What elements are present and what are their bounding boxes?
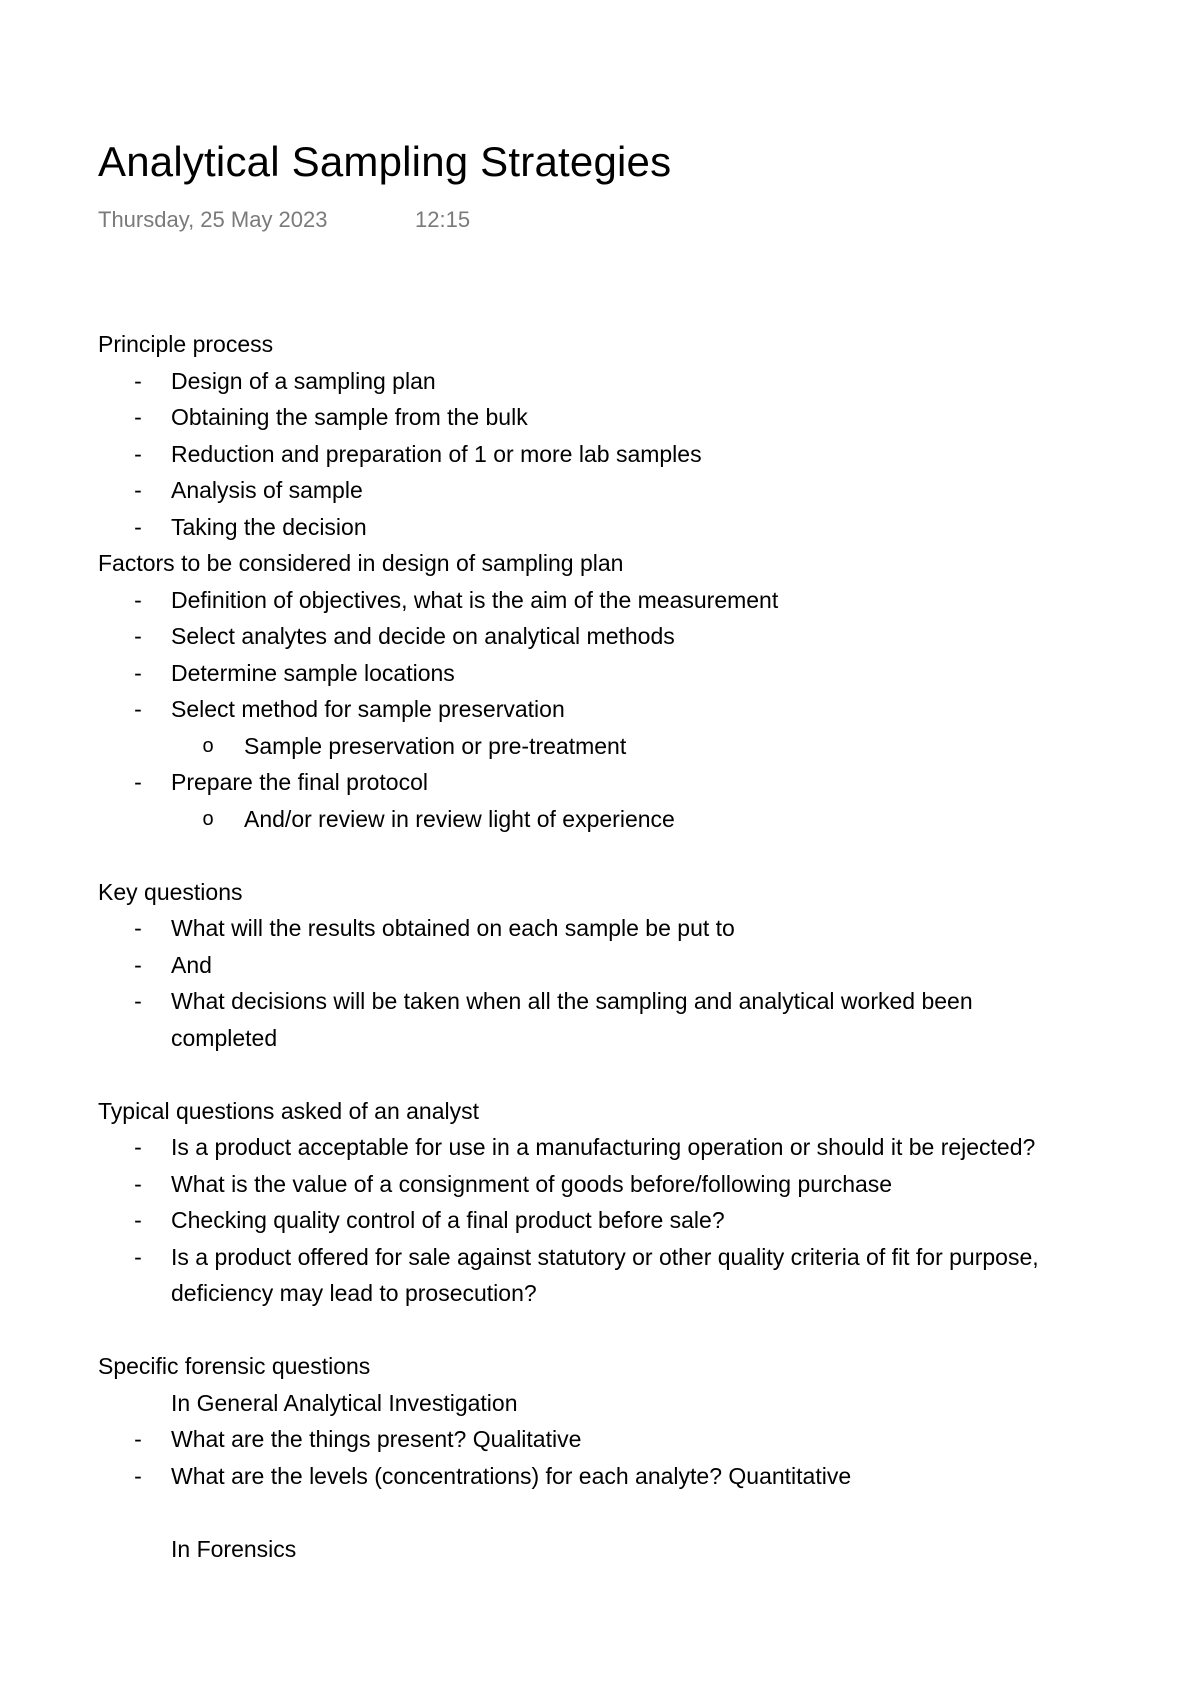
dash-bullet-icon: -: [134, 367, 142, 394]
list-item: [98, 910, 1098, 947]
dash-bullet-icon: -: [134, 696, 142, 722]
list-item-text: What decisions will be taken when all the sampling and analytical worked been completed: [171, 988, 973, 1051]
sub-list-item: [98, 728, 1098, 765]
page-title: Analytical Sampling Strategies: [98, 138, 672, 185]
list-item: [98, 582, 1098, 619]
list-item: [98, 1202, 1098, 1239]
list-item-text: What are the things present? Qualitative: [171, 1426, 582, 1452]
key-questions-list: [98, 910, 1098, 1056]
dash-bullet-icon: -: [134, 988, 142, 1014]
list-item: [98, 764, 1098, 801]
sub-list-item-text: And/or review in review light of experience: [244, 805, 675, 832]
list-item-text: And: [171, 951, 212, 978]
list-item: [98, 1166, 1098, 1203]
list-item: [98, 618, 1098, 655]
dash-bullet-icon: -: [134, 1462, 142, 1489]
list-item-text: Definition of objectives, what is the aim of the measurement: [171, 586, 779, 613]
dash-bullet-icon: -: [134, 1426, 142, 1452]
dash-bullet-icon: -: [134, 769, 142, 795]
page-time: 12:15: [415, 207, 471, 232]
list-item: [98, 1458, 1098, 1495]
dash-bullet-icon: -: [134, 440, 142, 467]
list-item-text: What is the value of a consignment of goods before/following purchase: [171, 1170, 893, 1197]
dash-bullet-icon: -: [134, 1134, 142, 1160]
dash-bullet-icon: -: [134, 623, 142, 649]
forensic-questions-list: [98, 1421, 1098, 1494]
list-item-text: Obtaining the sample from the bulk: [171, 404, 528, 430]
list-item-text: What will the results obtained on each sample be put to: [171, 915, 735, 941]
dash-bullet-icon: -: [134, 513, 142, 540]
list-item: [98, 399, 1098, 436]
list-item-text: What are the levels (concentrations) for each analyte? Quantitative: [171, 1462, 852, 1489]
dash-bullet-icon: -: [134, 586, 142, 613]
list-item-text: Prepare the final protocol: [171, 769, 428, 795]
list-item-text: Analysis of sample: [171, 477, 363, 503]
list-item-text: Checking quality control of a final product before sale?: [171, 1207, 725, 1233]
dash-bullet-icon: -: [134, 951, 142, 978]
spacer: [98, 1494, 1098, 1531]
list-item: [98, 1421, 1098, 1458]
section-heading-principle: Principle process: [98, 331, 274, 357]
sub-list-item: [98, 801, 1098, 838]
dash-bullet-icon: -: [134, 1170, 142, 1197]
factors-sublist-2: [98, 801, 1098, 838]
note-body: [98, 326, 1098, 1567]
list-item-text: Taking the decision: [171, 513, 367, 540]
list-item-text: Design of a sampling plan: [171, 367, 436, 394]
factors-sublist: [98, 728, 1098, 765]
list-item: [98, 983, 1098, 1056]
list-item: [98, 363, 1098, 400]
list-item-text: Select analytes and decide on analytical methods: [171, 623, 675, 649]
dash-bullet-icon: -: [134, 477, 142, 503]
list-item: [98, 436, 1098, 473]
dash-bullet-icon: -: [134, 915, 142, 941]
circle-bullet-icon: o: [202, 807, 214, 830]
list-item: [98, 1129, 1098, 1166]
spacer: [98, 1056, 1098, 1093]
general-investigation-label: In General Analytical Investigation: [171, 1389, 518, 1416]
list-item-text: Select method for sample preservation: [171, 696, 565, 722]
list-item: [98, 947, 1098, 984]
section-heading-typical-questions: Typical questions asked of an analyst: [98, 1097, 480, 1124]
dash-bullet-icon: -: [134, 659, 142, 686]
section-heading-key-questions: Key questions: [98, 878, 243, 905]
list-item: [98, 472, 1098, 509]
circle-bullet-icon: o: [202, 734, 214, 757]
dash-bullet-icon: -: [134, 404, 142, 430]
list-item-text: Determine sample locations: [171, 659, 455, 686]
list-item: [98, 509, 1098, 546]
list-item-text: Is a product acceptable for use in a manufacturing operation or should it be rejected?: [171, 1134, 1036, 1160]
list-item: [98, 1239, 1098, 1312]
typical-questions-list: [98, 1129, 1098, 1312]
section-heading-forensic-questions: Specific forensic questions: [98, 1353, 371, 1379]
sub-list-item-text: Sample preservation or pre-treatment: [244, 732, 627, 759]
dash-bullet-icon: -: [134, 1243, 142, 1270]
spacer: [98, 1312, 1098, 1349]
dash-bullet-icon: -: [134, 1207, 142, 1233]
list-item: [98, 691, 1098, 728]
list-item: [98, 655, 1098, 692]
section-heading-factors: Factors to be considered in design of sampling plan: [98, 550, 624, 576]
list-item-text: Is a product offered for sale against statutory or other quality criteria of fit for purpose, deficiency may lead to prosecution?: [171, 1243, 1039, 1306]
spacer: [98, 837, 1098, 874]
factors-list-continued: [98, 764, 1098, 801]
principle-list: [98, 363, 1098, 546]
page-date: Thursday, 25 May 2023: [98, 207, 328, 232]
list-item-text: Reduction and preparation of 1 or more lab samples: [171, 440, 702, 467]
forensics-label: In Forensics: [171, 1535, 297, 1562]
factors-list: [98, 582, 1098, 728]
